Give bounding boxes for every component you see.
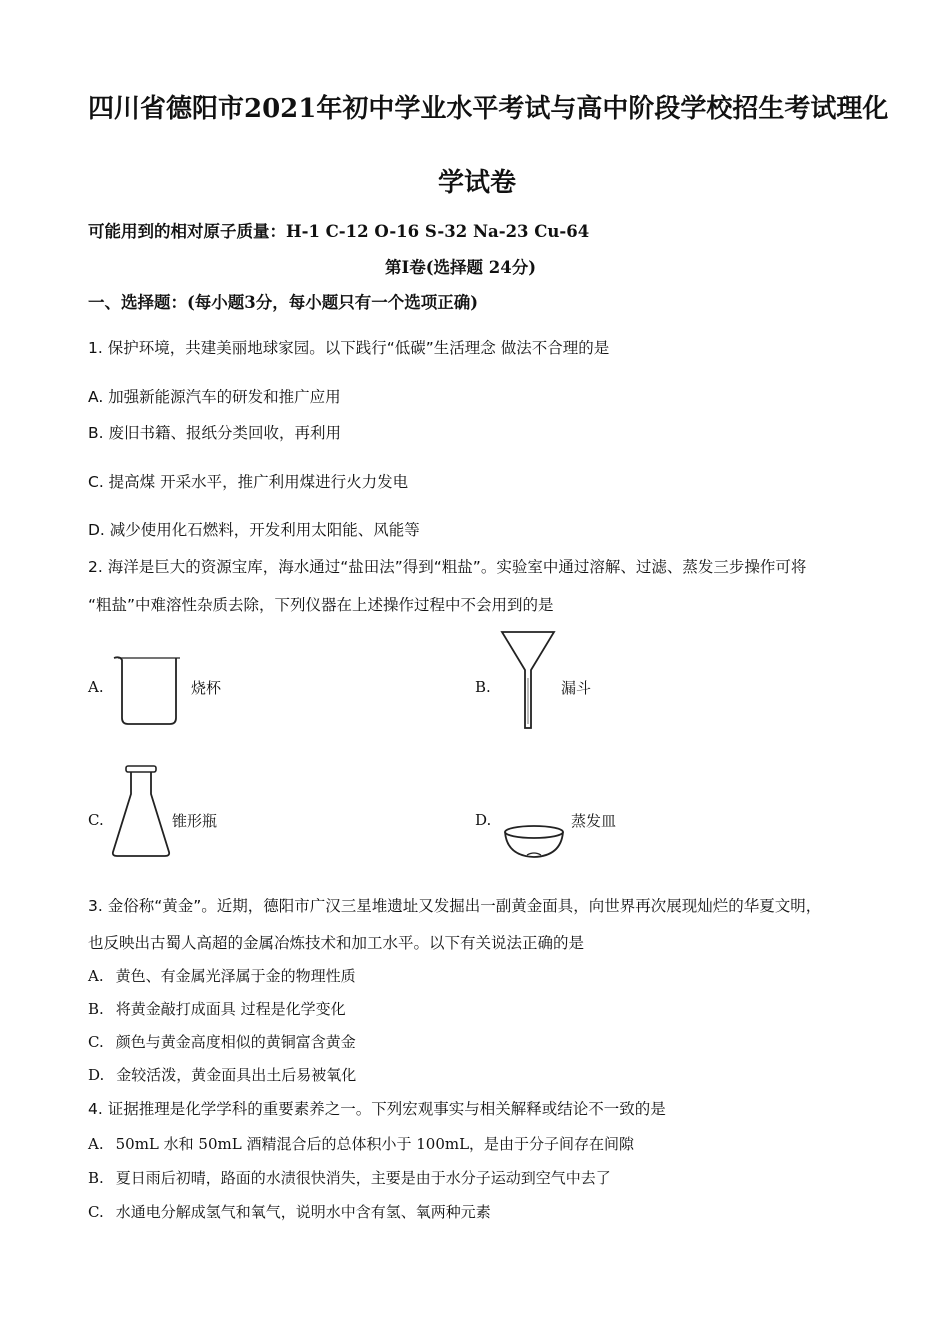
funnel-icon — [500, 630, 556, 730]
q2-stem-line1: 2. 海洋是巨大的资源宝库，海水通过“盐田法”得到“粗盐”。实验室中通过溶解、过滤、蒸发三步操作可将 — [88, 558, 807, 576]
q1-option-b: B. 废旧书籍、报纸分类回收，再利用 — [88, 424, 341, 442]
q4-option-c: C. 水通电分解成氢气和氧气，说明水中含有氢、氧两种元素 — [88, 1203, 491, 1221]
q2-option-c-name: 锥形瓶 — [172, 812, 218, 830]
evaporating-dish-icon — [503, 824, 565, 860]
conical-flask-icon — [110, 764, 172, 860]
q1-option-a: A. 加强新能源汽车的研发和推广应用 — [88, 388, 341, 406]
q4-stem: 4. 证据推理是化学学科的重要素养之一。下列宏观事实与相关解释或结论不一致的是 — [88, 1100, 666, 1118]
atomic-masses: 可能用到的相对原子质量：H-1 C-12 O-16 S-32 Na-23 Cu-64 — [88, 222, 590, 241]
q3-option-d: D. 金较活泼，黄金面具出土后易被氧化 — [88, 1066, 357, 1084]
exam-title-line1: 四川省德阳市2021年初中学业水平考试与高中阶段学校招生考试理化 — [88, 94, 889, 124]
section-title: 一、选择题：(每小题3分，每小题只有一个选项正确) — [88, 293, 479, 312]
q1-stem: 1. 保护环境，共建美丽地球家园。以下践行“低碳”生活理念 做法不合理的是 — [88, 339, 610, 357]
q2-option-c-letter: C. — [88, 811, 104, 829]
q2-option-b-name: 漏斗 — [561, 679, 592, 697]
q2-option-d-letter: D. — [475, 811, 492, 829]
q2-stem-line2: “粗盐”中难溶性杂质去除，下列仪器在上述操作过程中不会用到的是 — [88, 596, 554, 614]
q3-stem-line2: 也反映出古蜀人高超的金属冶炼技术和加工水平。以下有关说法正确的是 — [88, 934, 585, 952]
q1-option-d: D. 减少使用化石燃料，开发利用太阳能、风能等 — [88, 521, 420, 539]
exam-title-line2: 学试卷 — [438, 168, 517, 198]
q4-option-a: A. 50mL 水和 50mL 酒精混合后的总体积小于 100mL，是由于分子间存在间隙 — [88, 1135, 635, 1153]
q1-option-c: C. 提高煤 开采水平，推广利用煤进行火力发电 — [88, 473, 409, 491]
q3-option-b: B. 将黄金敲打成面具 过程是化学变化 — [88, 1000, 346, 1018]
q3-option-c: C. 颜色与黄金高度相似的黄铜富含黄金 — [88, 1033, 356, 1051]
q2-option-b-letter: B. — [475, 678, 491, 696]
q3-option-a: A. 黄色、有金属光泽属于金的物理性质 — [88, 967, 356, 985]
q4-option-b: B. 夏日雨后初晴，路面的水渍很快消失，主要是由于水分子运动到空气中去了 — [88, 1169, 611, 1187]
beaker-icon — [112, 654, 184, 728]
q3-stem-line1: 3. 金俗称“黄金”。近期，德阳市广汉三星堆遗址又发掘出一副黄金面具，向世界再次展现灿烂的华夏文明， — [88, 897, 822, 915]
q2-option-d-name: 蒸发皿 — [571, 812, 617, 830]
volume-title: 第Ⅰ卷(选择题 24分) — [385, 258, 537, 277]
q2-option-a-letter: A. — [88, 678, 104, 696]
q2-option-a-name: 烧杯 — [191, 679, 222, 697]
